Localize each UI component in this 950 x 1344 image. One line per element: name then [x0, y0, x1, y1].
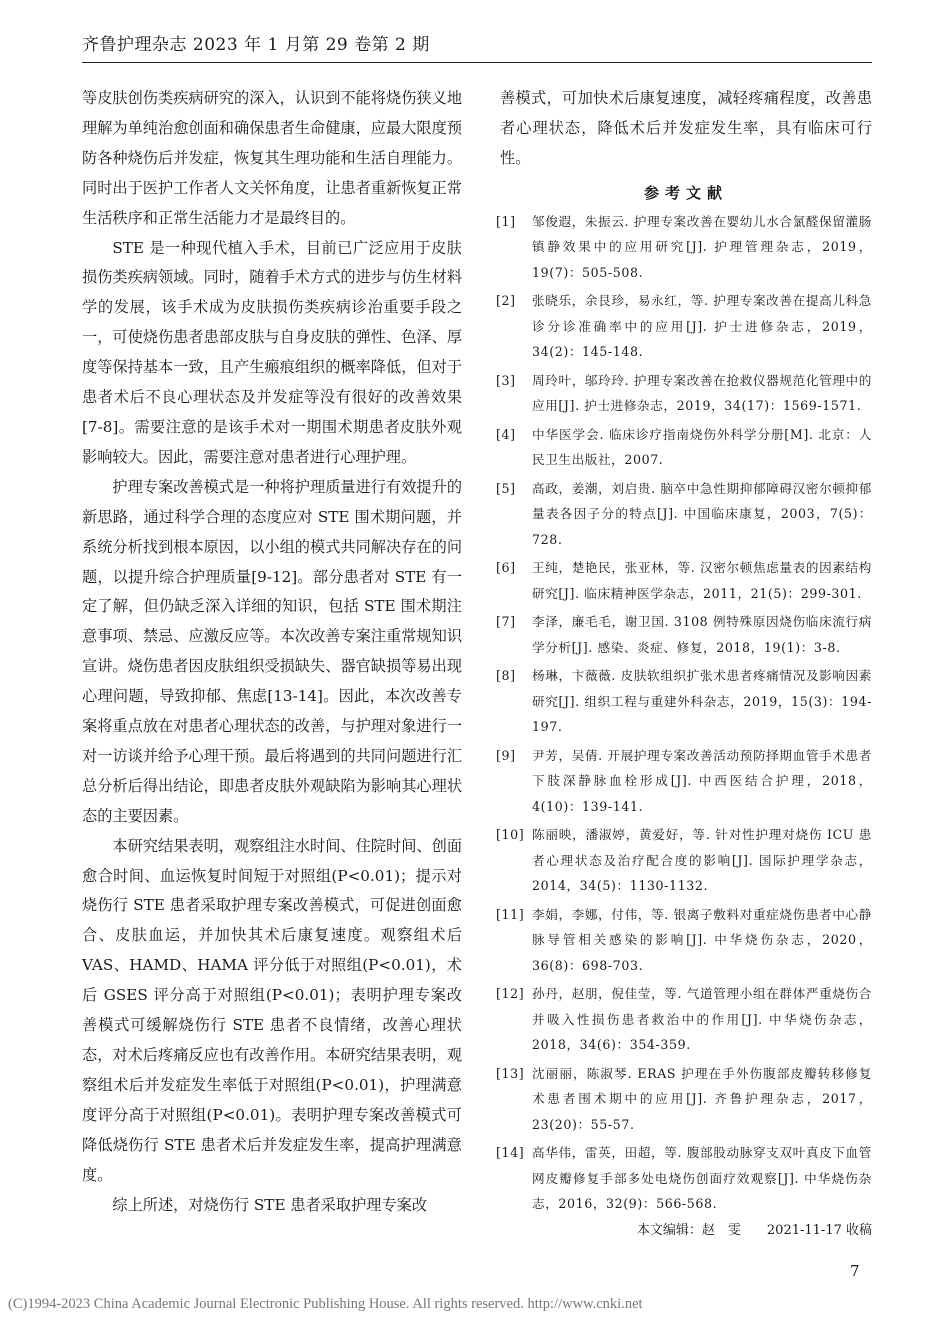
- body-paragraph-2: STE 是一种现代植入手术，目前已广泛应用于皮肤损伤类疾病领域。同时，随着手术方式的进步与仿生材料学的发展，该手术成为皮肤损伤类疾病诊治重要手段之一，可使烧伤患者患部皮肤与自身皮肤的弹性、色泽、厚度等保持基本一致，且产生瘢痕组织的概率降低，但对于患者术后不良心理状态及并发症等没有很好的改善效果[7-8]。需要注意的是该手术对一期围术期患者皮肤外观影响较大。因此，需要注意对患者进行心理护理。: [82, 238, 462, 466]
- left-column: [82, 84, 462, 1220]
- editor-name: 本文编辑：赵 雯: [636, 1222, 741, 1238]
- reference-number: [9]: [496, 747, 516, 763]
- reference-text: 邹俊遐，朱振云. 护理专案改善在婴幼儿水合氯醛保留灌肠镇静效果中的应用研究[J]. 护理管理杂志，2019，19(7)：505-508.: [532, 213, 872, 280]
- reference-number: [8]: [496, 668, 516, 684]
- reference-item: [496, 476, 872, 553]
- journal-header: 齐鲁护理杂志 2023 年 1 月第 29 卷第 2 期: [82, 35, 430, 55]
- reference-text: 王纯，楚艳民，张亚林，等. 汉密尔顿焦虑量表的因素结构研究[J]. 临床精神医学杂志，2011，21(5)：299-301.: [532, 560, 872, 601]
- reference-item: [496, 555, 872, 606]
- reference-text: 尹芳，吴倩. 开展护理专案改善活动预防择期血管手术患者下肢深静脉血栓形成[J]. 中西医结合护理，2018，4(10)：139-141.: [532, 747, 872, 814]
- reference-number: [2]: [496, 293, 516, 309]
- reference-item: [496, 609, 872, 660]
- reference-item: [496, 368, 872, 419]
- body-paragraph-5: 综上所述，对烧伤行 STE 患者采取护理专案改: [112, 1195, 428, 1214]
- conclusion-continuation: 善模式，可加快术后康复速度，减轻疼痛程度，改善患者心理状态，降低术后并发症发生率，具有临床可行性。: [500, 89, 872, 167]
- reference-number: [12]: [496, 986, 525, 1002]
- reference-item: [496, 209, 872, 286]
- header-divider: [82, 62, 872, 63]
- reference-number: [14]: [496, 1145, 525, 1161]
- reference-number: [6]: [496, 560, 516, 576]
- reference-text: 杨琳，卞薇薇. 皮肤软组织扩张术患者疼痛情况及影响因素研究[J]. 组织工程与重建外科杂志，2019，15(3)：194-197.: [532, 668, 872, 735]
- reference-text: 张晓乐，余艮珍，易永红，等. 护理专案改善在提高儿科急诊分诊准确率中的应用[J]. 护士进修杂志，2019，34(2)：145-148.: [532, 293, 872, 360]
- reference-item: [496, 1061, 872, 1138]
- reference-text: 高政，姜潮，刘启贵. 脑卒中急性期抑郁障碍汉密尔顿抑郁量表各因子分的特点[J]. 中国临床康复，2003，7(5)：728.: [532, 480, 872, 547]
- reference-item: [496, 1140, 872, 1217]
- reference-item: [496, 902, 872, 979]
- reference-number: [10]: [496, 827, 525, 843]
- reference-text: 中华医学会. 临床诊疗指南烧伤外科学分册[M]. 北京：人民卫生出版社，2007.: [532, 426, 872, 468]
- reference-number: [1]: [496, 213, 516, 229]
- reference-number: [7]: [496, 614, 516, 630]
- reference-text: 沈丽丽，陈淑琴. ERAS 护理在手外伤腹部皮瓣转移修复术患者围术期中的应用[J]. 齐鲁护理杂志，2017，23(20)：55-57.: [532, 1065, 872, 1132]
- reference-text: 李泽，廉毛毛，谢卫国. 3108 例特殊原因烧伤临床流行病学分析[J]. 感染、炎症、修复，2018，19(1)：3-8.: [532, 614, 872, 655]
- reference-item: [496, 822, 872, 899]
- reference-text: 李娟，李娜，付伟，等. 银离子敷料对重症烧伤患者中心静脉导管相关感染的影响[J]. 中华烧伤杂志，2020，36(8)：698-703.: [532, 906, 872, 973]
- reference-text: 陈丽映，潘淑婷，黄爱好，等. 针对性护理对烧伤 ICU 患者心理状态及治疗配合度的影响[J]. 国际护理学杂志，2014，34(5)：1130-1132.: [532, 827, 872, 894]
- page-number: 7: [850, 1262, 860, 1280]
- reference-number: [13]: [496, 1065, 525, 1081]
- reference-text: 孙丹，赵朋，倪佳莹，等. 气道管理小组在群体严重烧伤合并吸入性损伤患者救治中的作用[J]. 中华烧伤杂志，2018，34(6)：354-359.: [532, 986, 872, 1053]
- reference-item: [496, 743, 872, 820]
- body-paragraph-4: 本研究结果表明，观察组注水时间、住院时间、创面愈合时间、血运恢复时间短于对照组(P<0.01)；提示对烧伤行 STE 患者采取护理专案改善模式，可促进创面愈合、皮肤血运，并加快其术后康复速度。观察组术后 VAS、HAMD、HAMA 评分低于对照组(P<0.01)，术后 GSES 评分高于对照组(P<0.01)；表明护理专案改善模式可缓解烧伤行 STE 患者不良情绪，改善心理状态，对术后疼痛反应也有改善作用。本研究结果表明，观察组术后并发症发生率低于对照组(P<0.01)，护理满意度评分高于对照组(P<0.01)。表明护理专案改善模式可降低烧伤行 STE 患者术后并发症发生率，提高护理满意度。: [82, 836, 462, 1184]
- reference-item: [496, 663, 872, 740]
- body-paragraph-1: 等皮肤创伤类疾病研究的深入，认识到不能将烧伤狭义地理解为单纯治愈创面和确保患者生命健康，应最大限度预防各种烧伤后并发症，恢复其生理功能和生活自理能力。同时出于医护工作者人文关怀角度，让患者重新恢复正常生活秩序和正常生活能力才是最终目的。: [82, 89, 462, 227]
- body-paragraph-3: 护理专案改善模式是一种将护理质量进行有效提升的新思路，通过科学合理的态度应对 STE 围术期问题，并系统分析找到根本原因，以小组的模式共同解决存在的问题，以提升综合护理质量[9-12]。部分患者对 STE 有一定了解，但仍缺乏深入详细的知识，包括 STE 围术期注意事项、禁忌、应激反应等。本次改善专案注重常规知识宣讲。烧伤患者因皮肤组织受损缺失、器官缺损等易出现心理问题，导致抑郁、焦虑[13-14]。因此，本次改善专案将重点放在对患者心理状态的改善，与护理对象进行一对一访谈并给予心理干预。最后将遇到的共同问题进行汇总分析后得出结论，即患者皮肤外观缺陷为影响其心理状态的主要因素。: [82, 477, 462, 825]
- reference-number: [3]: [496, 372, 516, 388]
- right-column: [496, 84, 872, 1242]
- editor-note: [500, 1220, 872, 1242]
- references-heading: 参考文献: [643, 183, 728, 202]
- reference-number: [4]: [496, 426, 516, 442]
- reference-list: [496, 209, 872, 1217]
- reference-number: [11]: [496, 906, 525, 922]
- reference-item: [496, 422, 872, 473]
- reference-number: [5]: [496, 480, 516, 496]
- reference-item: [496, 981, 872, 1058]
- reference-item: [496, 288, 872, 365]
- reference-text: 高华伟，雷英，田超，等. 腹部股动脉穿支双叶真皮下血管网皮瓣修复手部多处电烧伤创面疗效观察[J]. 中华烧伤杂志，2016，32(9)：566-568.: [532, 1145, 872, 1212]
- copyright-footer: (C)1994-2023 China Academic Journal Electronic Publishing House. All rights reserved. http://www.cnki.net: [8, 1296, 643, 1312]
- reference-text: 周玲叶，邬玲玲. 护理专案改善在抢救仪器规范化管理中的应用[J]. 护士进修杂志，2019，34(17)：1569-1571.: [532, 372, 872, 414]
- received-date: 2021-11-17 收稿: [766, 1222, 872, 1238]
